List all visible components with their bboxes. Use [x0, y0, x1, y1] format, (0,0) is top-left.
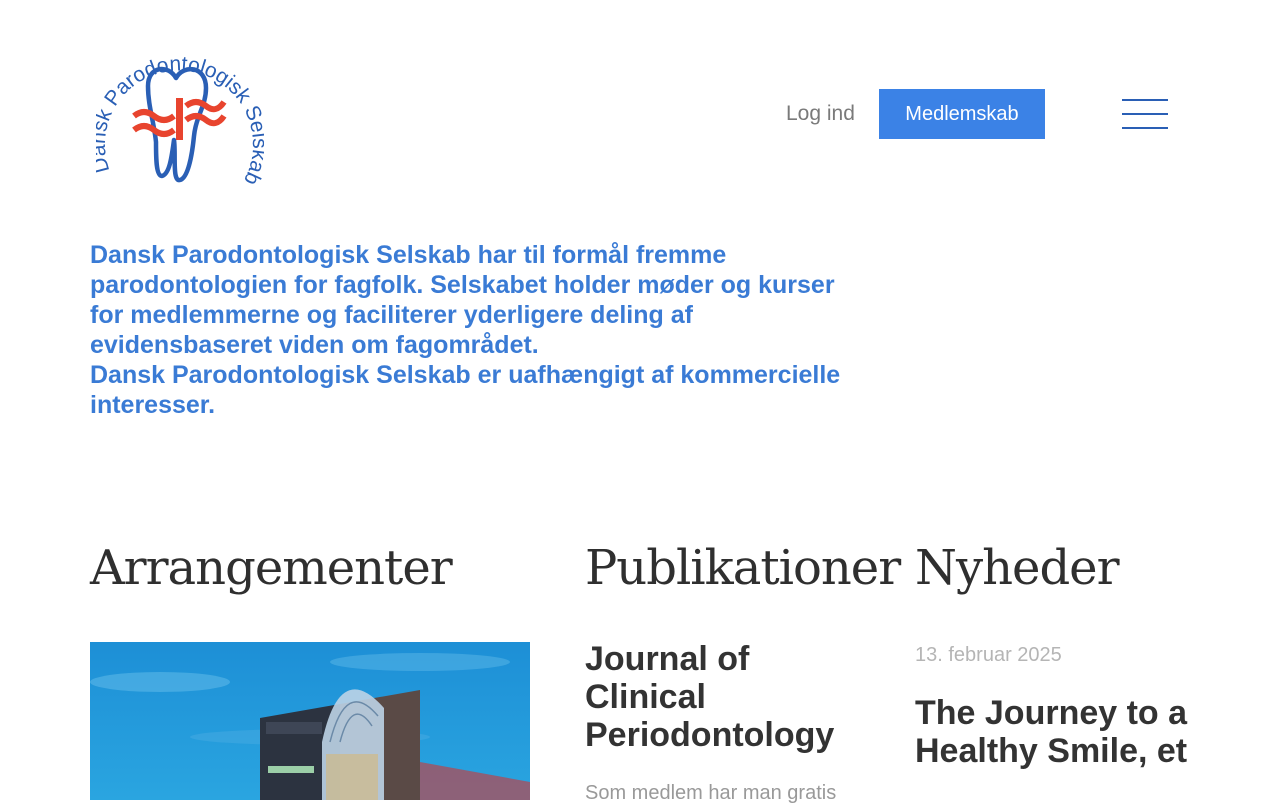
menu-line [1122, 99, 1168, 101]
site-logo[interactable] [96, 36, 264, 188]
intro-paragraph-2: Dansk Parodontologisk Selskab er uafhængigt af kommercielle interesser. [90, 361, 841, 419]
svg-text:Dansk Parodontologisk Selskab: Parodontologisk S b [100, 52, 264, 188]
news-heading: Nyheder [915, 540, 1119, 596]
intro-paragraph-1: Dansk Parodontologisk Selskab har til formål fremme parodontologien for fagfolk. Selskabet holder møder og kurser for medlemmerne og faciliterer yderligere deling af evidensbaseret viden om fagområdet. [90, 241, 835, 359]
events-heading: Arrangementer [90, 540, 452, 596]
publications-heading: Publikationer [585, 540, 901, 596]
news-date: 13. februar 2025 [915, 644, 1062, 666]
publication-excerpt: Som medlem har man gratis [585, 782, 837, 804]
login-link[interactable]: Log ind [786, 102, 855, 125]
membership-button[interactable]: Medlemskab [879, 89, 1045, 139]
event-image[interactable] [90, 642, 530, 800]
menu-line [1122, 127, 1168, 129]
publication-title-link[interactable]: Journal of Clinical Periodontology [585, 640, 835, 754]
hamburger-menu-icon[interactable] [1122, 99, 1168, 131]
news-title-link[interactable]: The Journey to a Healthy Smile, et [915, 694, 1188, 770]
menu-line [1122, 113, 1168, 115]
intro-text [90, 240, 870, 420]
